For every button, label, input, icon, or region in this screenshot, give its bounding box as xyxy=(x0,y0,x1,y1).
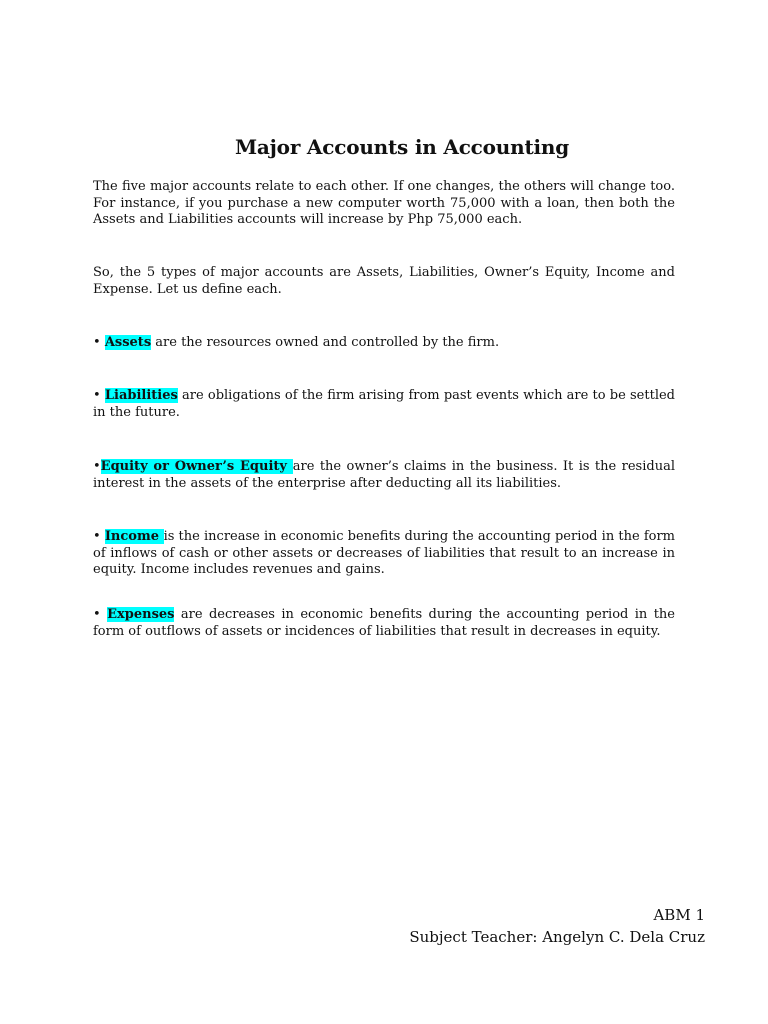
definition-text: is the increase in economic benefits during the accounting period in the form of inflows of cash or other assets or decreases of liabilities that result to an increase in equity. Income includes revenues and gains. xyxy=(93,529,676,577)
bullet-marker: • xyxy=(93,529,101,544)
definition-equity xyxy=(93,459,675,492)
term-income: Income xyxy=(104,529,164,544)
definition-expenses xyxy=(93,607,675,640)
term-liabilities: Liabilities xyxy=(104,388,178,403)
definition-text: are the owner’s claims in the business. It is the residual interest in the assets of the enterprise after deducting all its liabilities. xyxy=(93,459,675,491)
term-equity: Equity or Owner’s Equity xyxy=(100,459,293,474)
definition-income xyxy=(93,529,675,579)
definition-text: are obligations of the firm arising from past events which are to be settled in the future. xyxy=(93,388,675,420)
bullet-marker: • xyxy=(93,459,101,474)
term-expenses: Expenses xyxy=(107,607,175,622)
term-assets: Assets xyxy=(104,335,152,350)
definition-liabilities xyxy=(93,388,675,421)
bullet-marker: • xyxy=(93,388,101,403)
types-paragraph: So, the 5 types of major accounts are Assets, Liabilities, Owner’s Equity, Income and Expense. Let us define each. xyxy=(93,265,675,297)
definition-text: are decreases in economic benefits during the accounting period in the form of outflows of assets or incidences of liabilities that result in decreases in equity. xyxy=(93,607,675,639)
footer xyxy=(409,904,705,948)
definition-assets xyxy=(93,335,675,352)
intro-paragraph: The five major accounts relate to each other. If one changes, the others will change too. For instance, if you purchase a new computer worth 75,000 with a loan, then both the Assets and Liabilities accounts will increase by Php 75,000 each. xyxy=(93,179,675,227)
bullet-marker: • xyxy=(93,607,101,622)
subject-teacher: Subject Teacher: Angelyn C. Dela Cruz xyxy=(409,928,705,946)
class-name: ABM 1 xyxy=(653,906,705,924)
bullet-marker: • xyxy=(93,335,101,350)
page-title: Major Accounts in Accounting xyxy=(234,135,570,159)
definition-text: are the resources owned and controlled by the firm. xyxy=(151,335,500,350)
